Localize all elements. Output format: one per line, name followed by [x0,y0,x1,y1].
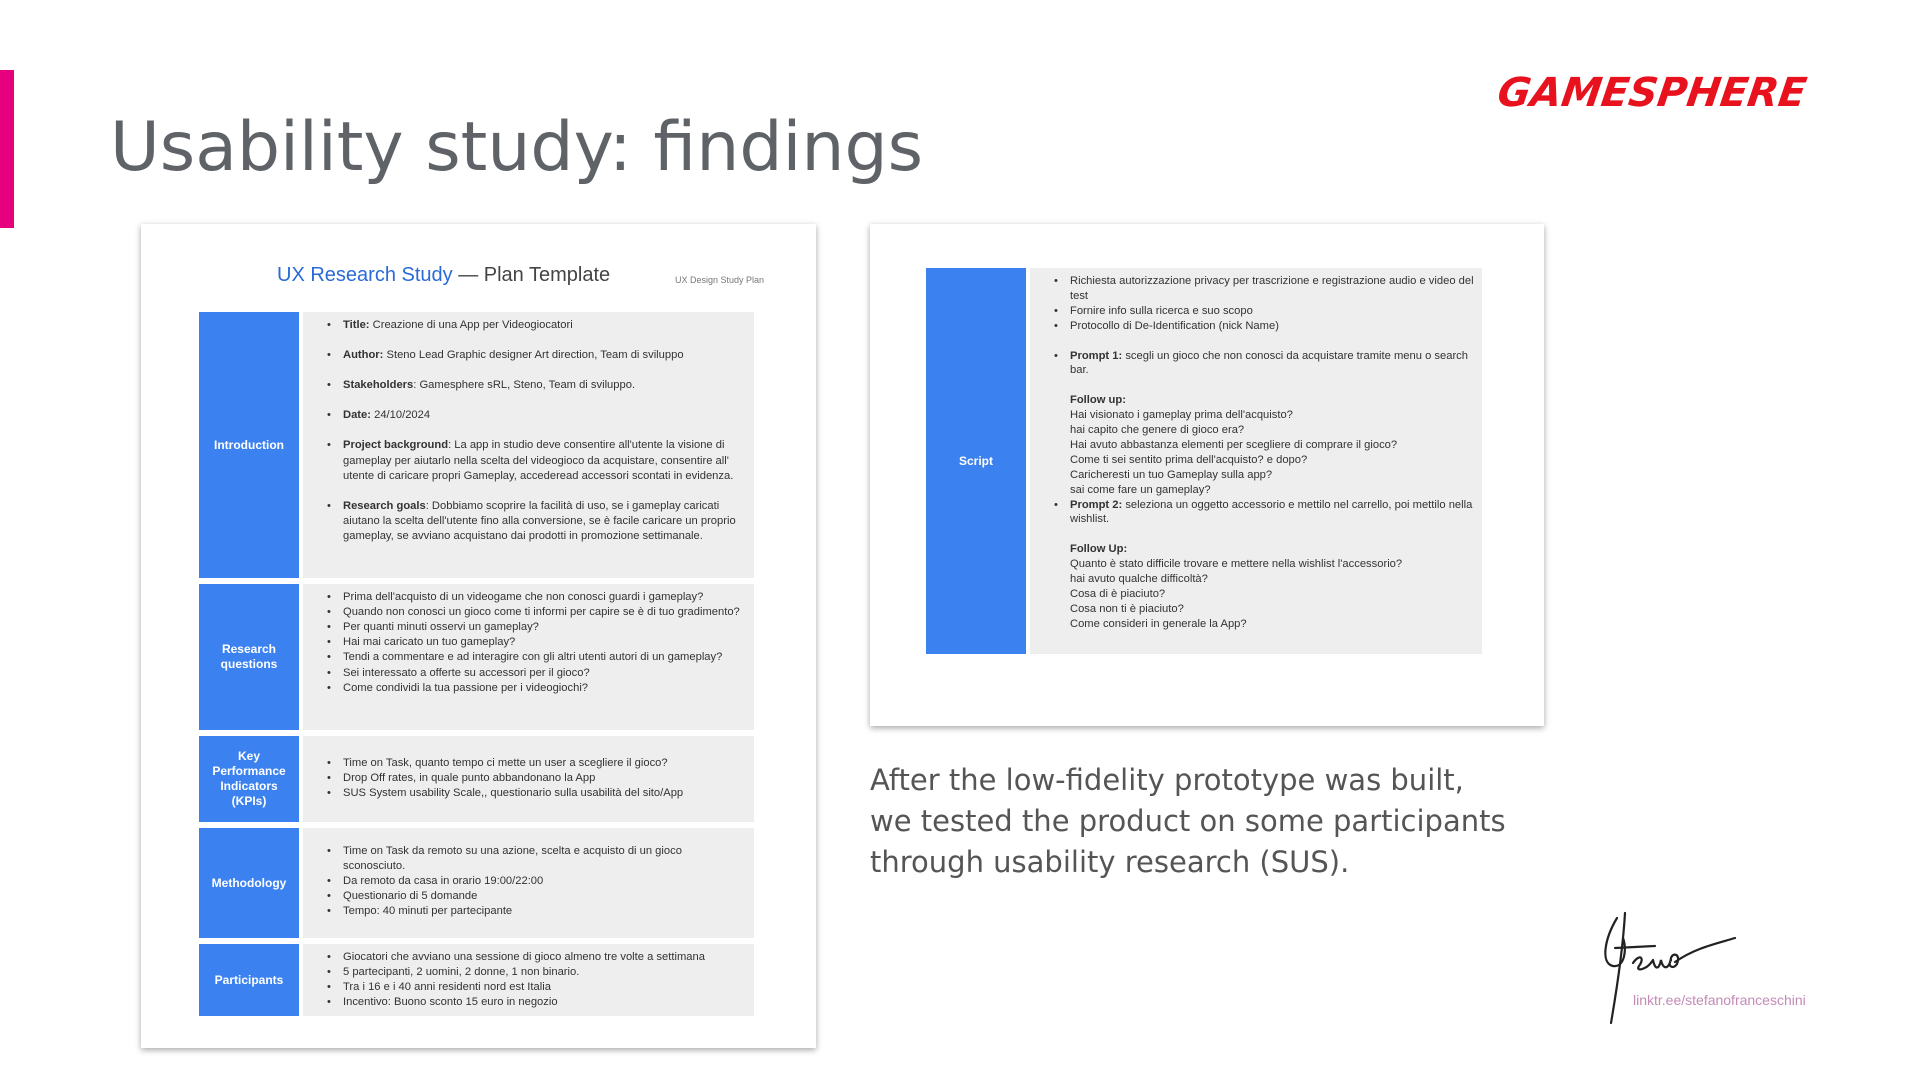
item-key: Title: [343,319,370,331]
prompt-text: seleziona un oggetto accessorio e mettilo nel carrello, poi mettilo nella wishlist. [1070,498,1473,526]
item-key: Research goals [343,499,426,512]
item-text: : Gamesphere sRL, Steno, Team di sviluppo. [413,379,636,392]
prompt-1 [1050,349,1474,379]
list-item: • Fornire info sulla ricerca e suo scopo [1050,304,1474,319]
list-item: • Per quanti minuti osservi un gameplay? [323,620,746,635]
list-item: • Tra i 16 e i 40 anni residenti nord est Italia [323,980,746,995]
item-key: Stakeholders [343,379,414,392]
section-label: Participants [199,944,299,1016]
follow-up-line: Come ti sei sentito prima dell'acquisto? e dopo? [1070,453,1308,466]
follow-up-line: Come consideri in generale la App? [1070,617,1247,630]
follow-up-title: Follow Up: [1070,543,1128,556]
section-participants [199,944,754,1016]
list-item: • Richiesta autorizzazione privacy per trascrizione e registrazione audio e video del test [1050,274,1474,304]
list-item: • Time on Task da remoto su una azione, scelta e acquisto di un gioco sconosciuto. [323,844,746,874]
section-body [303,828,754,938]
list-item [323,378,746,393]
prompt-key: Prompt 2: [1070,498,1123,511]
plan-heading [277,264,610,287]
prompt-key: Prompt 1: [1070,349,1123,362]
list-item: • Quando non conosci un gioco come ti informi per capire se è di tuo gradimento? [323,605,746,620]
item-text: Steno Lead Graphic designer Art direction, Team di sviluppo [383,349,684,362]
signature-icon [1595,908,1745,1028]
list-item: • 5 partecipanti, 2 uomini, 2 donne, 1 non binario. [323,965,746,980]
item-key: Author: [343,349,384,362]
item-text: : Dobbiamo scoprire la facilità di uso, se i gameplay caricati aiutano la scelta dell'utente fino alla conversione, se è facile caricare un proprio gameplay, se avviano acquistano dai prodotti in promozione settimanale. [343,499,736,542]
script-label: Script [926,268,1026,654]
prompt-2 [1050,498,1474,528]
section-label: Methodology [199,828,299,938]
list-item: • Questionario di 5 domande [323,889,746,904]
section-introduction [199,312,754,578]
caption-text: After the low-fidelity prototype was built, we tested the product on some participants through usability research (SUS). [870,763,1506,879]
prompt-text: scegli un gioco che non conosci da acquistare tramite menu o search bar. [1070,349,1468,377]
list-item: • Giocatori che avviano una sessione di gioco almeno tre volte a settimana [323,950,746,965]
slide-title: Usability study: findings [110,108,924,187]
follow-up-line: Caricheresti un tuo Gameplay sulla app? [1070,468,1273,481]
follow-up-line: Cosa non ti è piaciuto? [1070,602,1184,615]
item-key: Project background [343,439,449,452]
list-item: • Drop Off rates, in quale punto abbandonano la App [323,771,746,786]
follow-up-line: hai avuto qualche difficoltà? [1070,573,1208,586]
follow-up-line: sai come fare un gameplay? [1070,483,1211,496]
linktree-link[interactable]: linktr.ee/stefanofranceschini [1633,992,1806,1008]
list-item [323,348,746,363]
script-card [870,224,1544,726]
follow-up-line: Cosa di è piaciuto? [1070,588,1166,601]
list-item [323,318,746,333]
section-body [303,944,754,1016]
list-item [323,408,746,423]
follow-up-1 [1050,393,1474,497]
accent-bar [0,70,14,228]
section-research-questions [199,584,754,730]
follow-up-line: hai capito che genere di gioco era? [1070,424,1245,437]
item-text: : La app in studio deve consentire all'utente la visione di gameplay per aiutarlo nella scelta del videogioco da acquistare, consentire all' utente di caricare propri Gameplay, accederead accessori scontati in evidenza. [343,439,734,482]
list-item: • Hai mai caricato un tuo gameplay? [323,635,746,650]
list-item: • SUS System usability Scale,, questionario sulla usabilità del sito/App [323,786,746,801]
item-text: 24/10/2024 [370,409,431,422]
gamesphere-logo: GAMESPHERE [1494,70,1810,116]
follow-up-line: Quanto è stato difficile trovare e mettere nella wishlist l'accessorio? [1070,558,1403,571]
section-body [303,312,754,578]
list-item: • Tempo: 40 minuti per partecipante [323,904,746,919]
list-item: • Prima dell'acquisto di un videogame che non conosci guardi i gameplay? [323,590,746,605]
section-body [303,584,754,730]
list-item: • Time on Task, quanto tempo ci mette un user a scegliere il gioco? [323,756,746,771]
section-body [303,736,754,822]
list-item [323,499,746,544]
plan-heading-blue: UX Research Study [277,264,453,286]
follow-up-line: Hai visionato i gameplay prima dell'acquisto? [1070,409,1293,422]
script-body [1030,268,1482,654]
follow-up-title: Follow up: [1070,394,1126,407]
plan-tag: UX Design Study Plan [674,275,764,285]
item-text: Creazione di una App per Videogiocatori [369,319,573,331]
section-label: Key Performance Indicators (KPIs) [199,736,299,822]
list-item [323,438,746,483]
research-plan-card [141,224,816,1048]
section-methodology [199,828,754,938]
list-item: • Come condividi la tua passione per i videogiochi? [323,681,746,696]
follow-up-line: Hai avuto abbastanza elementi per scegliere di comprare il gioco? [1070,439,1398,452]
list-item: • Tendi a commentare e ad interagire con gli altri utenti autori di un gameplay? [323,650,746,665]
section-label: Introduction [199,312,299,578]
plan-heading-rest: — Plan Template [452,264,611,286]
item-key: Date: [343,409,371,422]
section-label: Research questions [199,584,299,730]
list-item: • Incentivo: Buono sconto 15 euro in negozio [323,995,746,1010]
list-item: • Sei interessato a offerte su accessori per il gioco? [323,666,746,681]
section-kpis [199,736,754,822]
list-item: • Da remoto da casa in orario 19:00/22:00 [323,874,746,889]
list-item: • Protocollo di De-Identification (nick Name) [1050,319,1474,334]
follow-up-2 [1050,542,1474,631]
